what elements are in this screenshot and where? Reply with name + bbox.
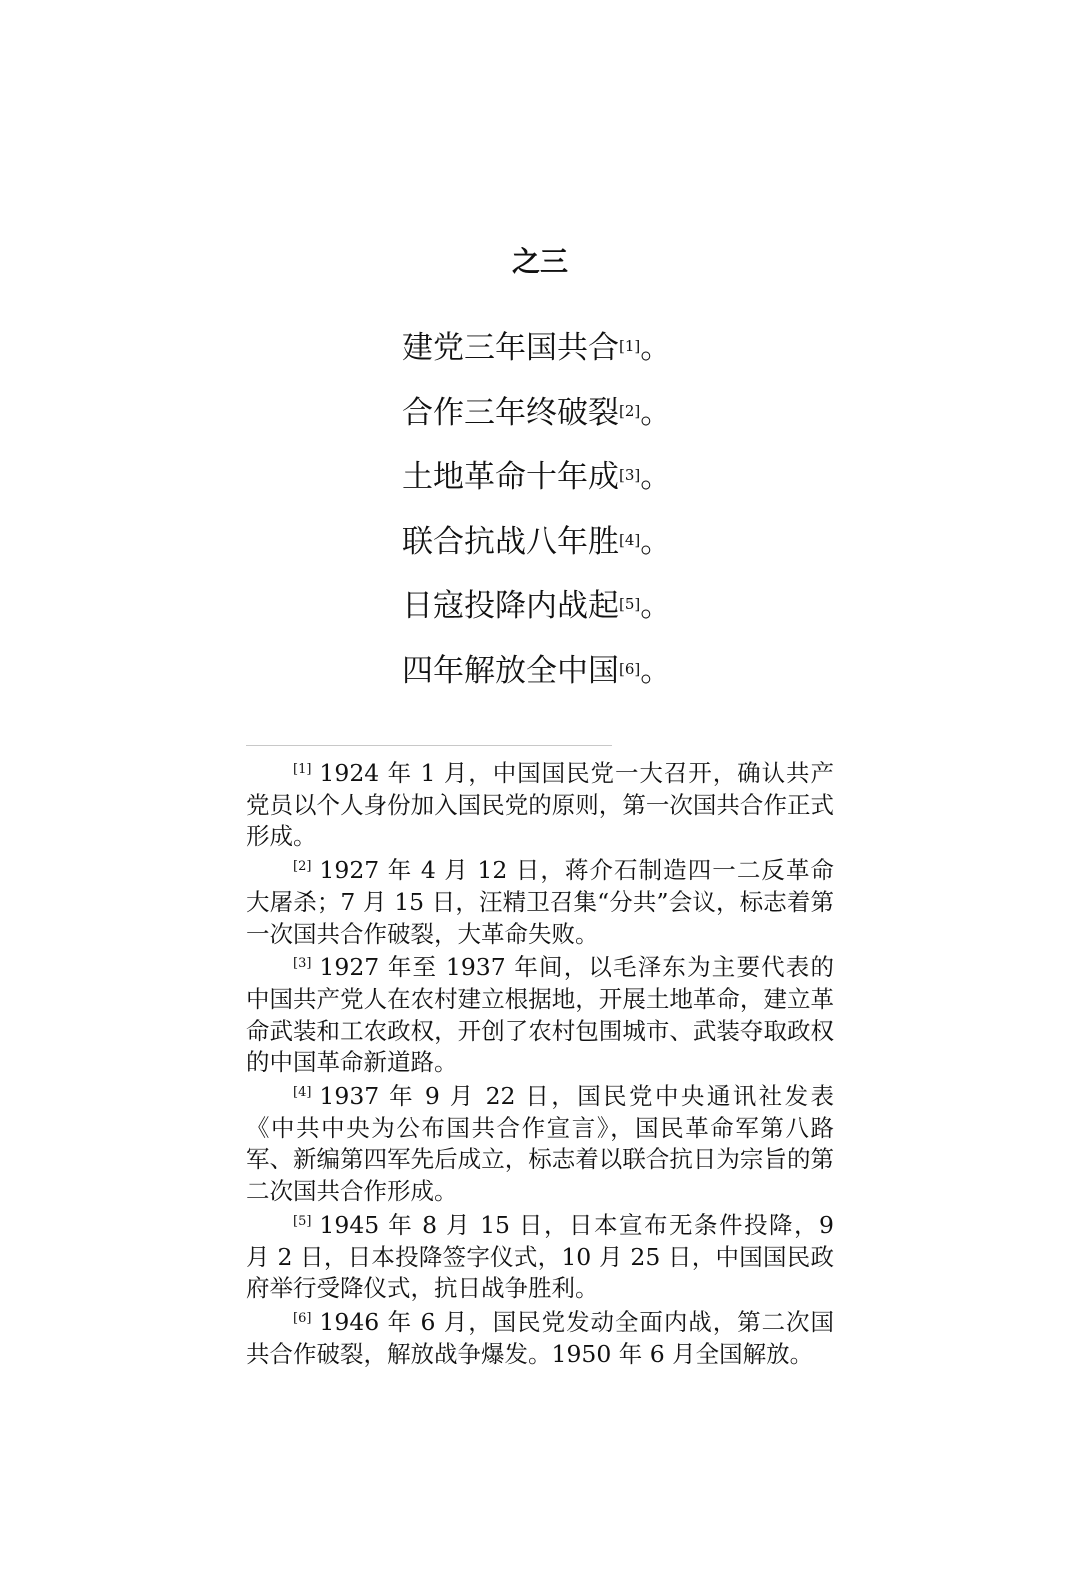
footnote-ref[interactable]: [4]: [619, 530, 641, 549]
poem-line-end: 。: [640, 588, 672, 624]
footnote: [246, 1081, 834, 1208]
footnote-ref[interactable]: [2]: [619, 401, 641, 420]
poem: [402, 323, 671, 710]
poem-line: [402, 517, 671, 582]
footnote-number: [3]: [293, 956, 312, 972]
poem-line-text: 四年解放全中国: [402, 652, 619, 689]
poem-line-text: 土地革命十年成: [402, 459, 619, 495]
poem-line-end: 。: [640, 459, 672, 495]
footnote: [246, 758, 834, 853]
poem-line-text: 联合抗战八年胜: [402, 523, 619, 560]
footnote-text: 1937 年 9 月 22 日，国民党中央通讯社发表《中共中央为公布国共合作宣言》，国民革命军第八路军、新编第四军先后成立，标志着以联合抗日为宗旨的第二次国共合作形成。: [246, 1082, 834, 1206]
footnote: [246, 952, 834, 1079]
footnote: [246, 1210, 834, 1305]
poem-line: [402, 581, 671, 646]
footnote-number: [5]: [293, 1213, 312, 1229]
footnote: [246, 1307, 834, 1370]
poem-line-text: 合作三年终破裂: [402, 394, 619, 431]
footnote-ref[interactable]: [5]: [619, 595, 641, 613]
footnote-number: [1]: [293, 762, 312, 777]
footnote-ref[interactable]: [1]: [619, 337, 641, 355]
footnote-text: 1946 年 6 月，国民党发动全面内战，第二次国共合作破裂，解放战争爆发。1950 年 6 月全国解放。: [246, 1307, 834, 1368]
poem-line-text: 建党三年国共合: [402, 330, 619, 366]
poem-line: [402, 452, 671, 517]
poem-line-end: 。: [640, 394, 672, 431]
footnote-text: 1945 年 8 月 15 日，日本宣布无条件投降，9 月 2 日，日本投降签字仪式，10 月 25 日，中国国民政府举行受降仪式，抗日战争胜利。: [246, 1210, 834, 1303]
poem-line-end: 。: [640, 523, 672, 560]
footnote-separator: [246, 745, 612, 746]
footnote-number: [6]: [293, 1310, 312, 1326]
poem-line-end: 。: [640, 652, 672, 689]
poem-line: [402, 323, 671, 388]
footnote-text: 1924 年 1 月，中国国民党一大召开，确认共产党员以个人身份加入国民党的原则，第一次国共合作正式形成。: [246, 759, 834, 851]
poem-line-end: 。: [640, 330, 672, 366]
poem-line: [402, 646, 671, 711]
footnote-number: [4]: [293, 1085, 312, 1101]
poem-line-text: 日寇投降内战起: [402, 588, 619, 624]
footnote: [246, 855, 834, 950]
footnotes: [246, 758, 834, 1372]
footnote-number: [2]: [293, 859, 312, 875]
footnote-ref[interactable]: [6]: [619, 659, 641, 678]
poem-line: [402, 388, 671, 453]
footnote-text: 1927 年 4 月 12 日，蒋介石制造四一二反革命大屠杀；7 月 15 日，汪精卫召集“分共”会议，标志着第一次国共合作破裂，大革命失败。: [246, 856, 834, 948]
section-title: 之三: [511, 245, 568, 278]
footnote-ref[interactable]: [3]: [619, 466, 641, 484]
footnote-text: 1927 年至 1937 年间，以毛泽东为主要代表的中国共产党人在农村建立根据地，开展土地革命，建立革命武装和工农政权，开创了农村包围城市、武装夺取政权的中国革命新道路。: [246, 953, 834, 1077]
